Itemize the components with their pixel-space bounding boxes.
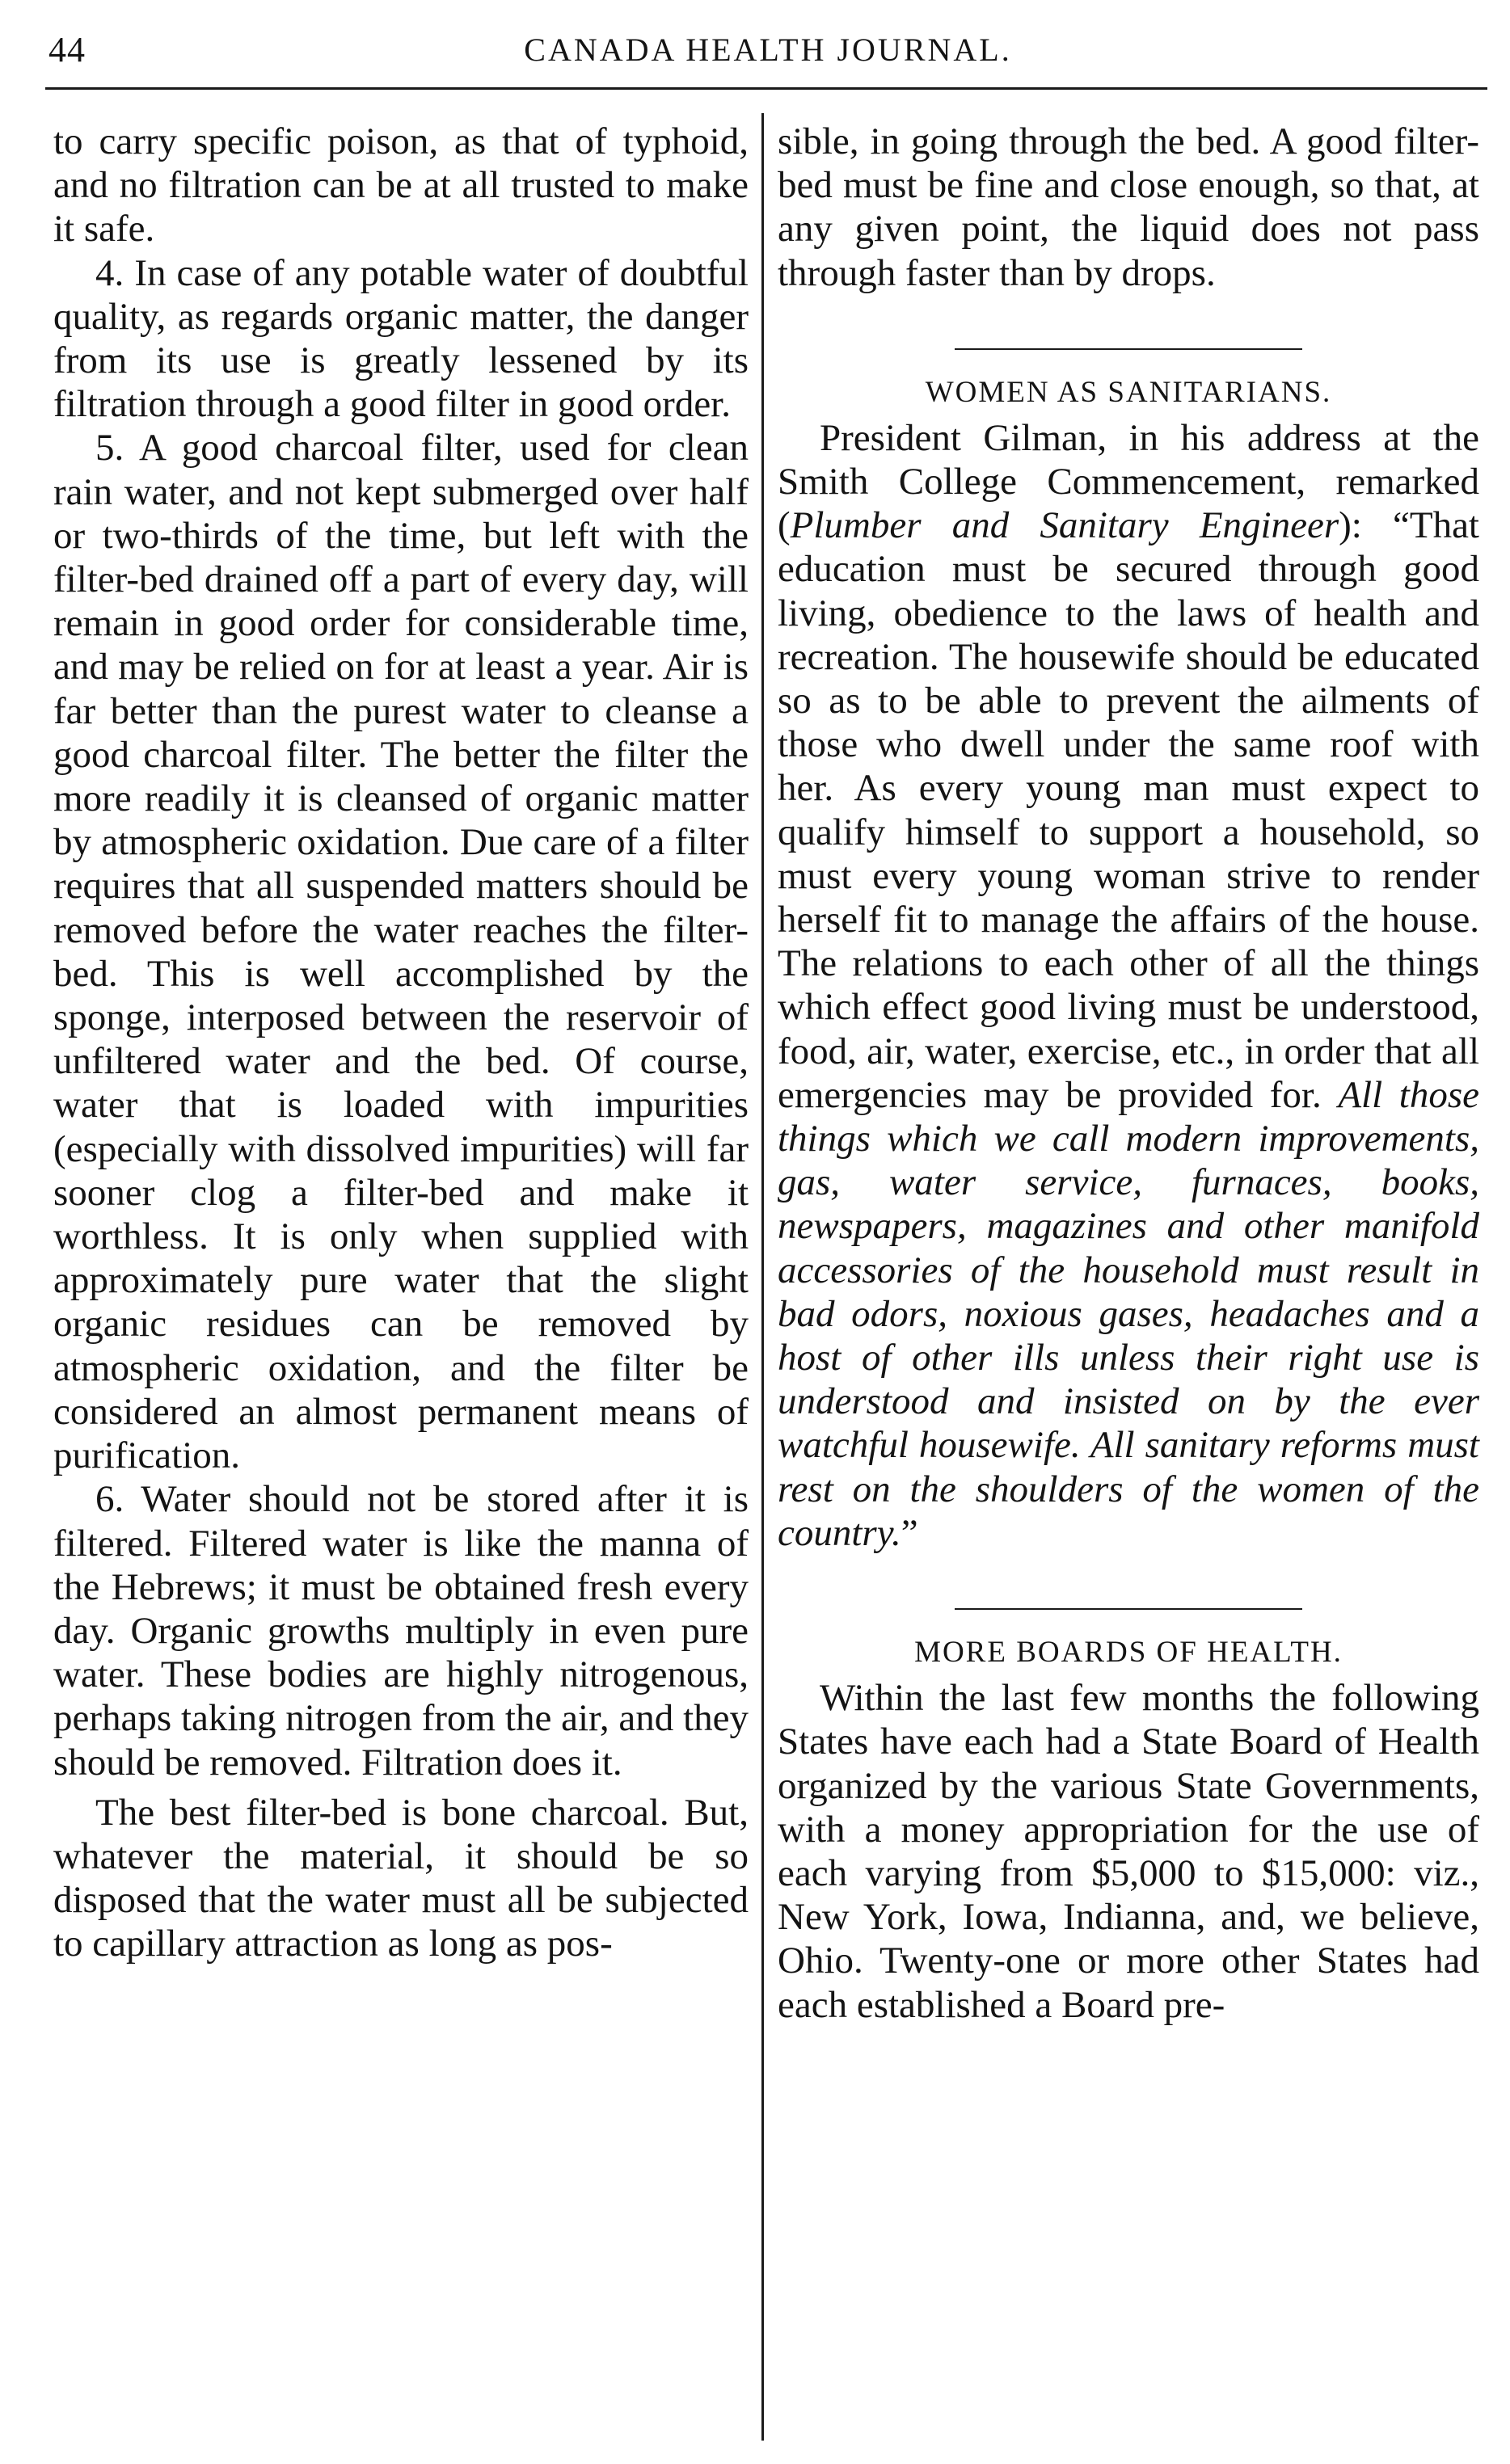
paragraph: 6. Water should not be stored after it is filtered. Filtered water is like the manna of the Hebrews; it must be obtained fresh every day. Organic growths multiply in even pure water. These bodies are highly nitrogenous, perhaps taking nitrogen from the air, and they should be removed. Filtration does it. bbox=[53, 1478, 749, 1784]
header-rule bbox=[45, 87, 1487, 90]
body-text: President Gilman, in his address at the Smith College Commencement, remarked ( bbox=[778, 416, 1479, 547]
article-paragraph: Within the last few months the following States have each had a State Board of Health organized by the various State Governments, with a money appropriation for the use of each varying from $5,000 to $15,000: viz., New York, Iowa, Indianna, and, we believe, Ohio. Twenty-one or more other States had each established a Board pre- bbox=[778, 1677, 1479, 2026]
section-heading: WOMEN AS SANITARIANS. bbox=[925, 375, 1332, 409]
italic-quote: All those things which we call modern improvements, gas, water service, furnaces, books, newspapers, magazines and other manifold accessories of the household must result in bad odors, noxious gases, headaches and a host of other ills unless their right use is understood and insisted on by the ever watchful housewife. All sanitary reforms must rest on the shoulders of the women of the country. bbox=[778, 1073, 1479, 1554]
paragraph: 4. In case of any potable water of doubtful quality, as regards organic matter, the danger from its use is greatly lessened by its filtration through a good filter in good order. bbox=[53, 251, 749, 426]
left-column bbox=[53, 120, 749, 1966]
closing-quote: ” bbox=[901, 1511, 918, 1554]
source-title: Plumber and Sanitary Engineer bbox=[790, 504, 1339, 547]
paragraph: The best filter-bed is bone charcoal. But, whatever the material, it should be so disposed that the water must all be subjected to capillary attraction as long as pos- bbox=[53, 1791, 749, 1965]
section-heading: MORE BOARDS OF HEALTH. bbox=[914, 1636, 1343, 1670]
page-header bbox=[49, 29, 1487, 79]
column-divider bbox=[761, 113, 764, 2441]
article-paragraph bbox=[778, 416, 1479, 1555]
page-number: 44 bbox=[49, 30, 86, 69]
body-text: ): “That education must be secured through good living, obedience to the laws of health and recreation. The housewife should be educated so as to be able to prevent the ailments of those who dwell under the same roof with her. As every young man must expect to qualify himself to support a household, so must every young woman strive to render herself fit to manage the affairs of the house. The relations to each other of all the things which effect good living must be understood, food, air, water, exercise, etc., in order that all emergencies may be provided for. bbox=[778, 504, 1479, 1116]
right-column bbox=[778, 120, 1479, 2027]
section-divider bbox=[955, 1608, 1302, 1610]
paragraph: sible, in going through the bed. A good filter-bed must be fine and close enough, so that, at any given point, the liquid does not pass through faster than by drops. bbox=[778, 120, 1479, 294]
paragraph: 5. A good charcoal filter, used for clean rain water, and not kept submerged over half or two-thirds of the time, but left with the filter-bed drained off a part of every day, will remain in good order for considerable time, and may be relied on for at least a year. Air is far better than the purest water to cleanse a good charcoal filter. The better the filter the more readily it is cleansed of organic matter by atmospheric oxidation. Due care of a filter requires that all suspended matters should be removed before the water reaches the filter-bed. This is well accomplished by the sponge, interposed between the reservoir of unfiltered water and the bed. Of course, water that is loaded with impurities (especially with dissolved impurities) will far sooner clog a filter-bed and make it worthless. It is only when supplied with approximately pure water that the slight organic residues can be removed by atmospheric oxidation, and the filter be considered an almost permanent means of purification. bbox=[53, 427, 749, 1477]
paragraph: to carry specific poison, as that of typhoid, and no filtration can be at all trusted to make it safe. bbox=[53, 120, 749, 251]
journal-title: CANADA HEALTH JOURNAL. bbox=[524, 32, 1012, 68]
section-divider bbox=[955, 348, 1302, 350]
